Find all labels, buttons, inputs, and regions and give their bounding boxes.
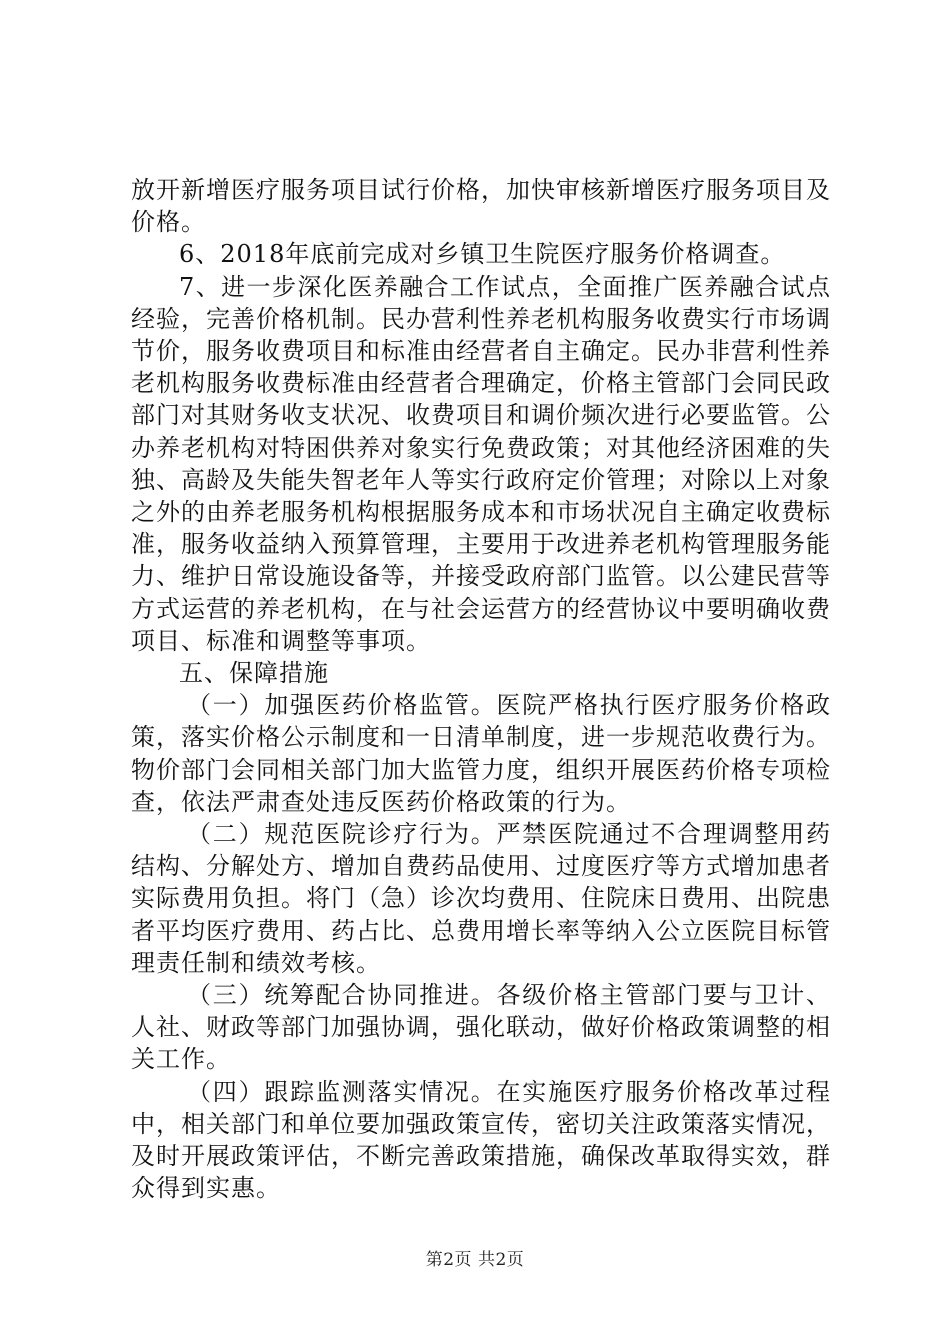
section-heading-safeguards: 五、保障措施 (179, 659, 329, 688)
paragraph-item-7: 7、进一步深化医养融合工作试点，全面推广医养融合试点经验，完善价格机制。民办营利性养老机构服务收费实行市场调节价，服务收费项目和标准由经营者自主确定。民办非营利性养老机构服务收费标准由经营者合理确定，价格主管部门会同民政部门对其财务收支状况、收费项目和调价频次进行必要监管。公办养老机构对特困供养对象实行免费政策；对其他经济困难的失独、高龄及失能失智老年人等实行政府定价管理；对除以上对象之外的由养老服务机构根据服务成本和市场状况自主确定收费标准，服务收益纳入预算管理，主要用于改进养老机构管理服务能力、维护日常设施设备等，并接受政府部门监管。以公建民营等方式运营的养老机构，在与社会运营方的经营协议中要明确收费项目、标准和调整等事项。 (131, 272, 831, 655)
paragraph-continuation: 放开新增医疗服务项目试行价格，加快审核新增医疗服务项目及价格。 (131, 176, 831, 237)
paragraph-item-6: 6、2018年底前完成对乡镇卫生院医疗服务价格调查。 (179, 240, 786, 269)
page-footer: 第2页 共2页 (425, 1250, 525, 1270)
paragraph-measure-3: （三）统筹配合协同推进。各级价格主管部门要与卫计、人社、财政等部门加强协调，强化联动，做好价格政策调整的相关工作。 (131, 981, 831, 1074)
paragraph-measure-4: （四）跟踪监测落实情况。在实施医疗服务价格改革过程中，相关部门和单位要加强政策宣传，密切关注政策落实情况，及时开展政策评估，不断完善政策措施，确保改革取得实效，群众得到实惠。 (131, 1077, 831, 1203)
document-body (131, 174, 831, 1205)
paragraph-measure-1: （一）加强医药价格监管。医院严格执行医疗服务价格政策，落实价格公示制度和一日清单制度，进一步规范收费行为。物价部门会同相关部门加大监管力度，组织开展医药价格专项检查，依法严肃查处违反医药价格政策的行为。 (131, 691, 831, 816)
paragraph-measure-2: （二）规范医院诊疗行为。严禁医院通过不合理调整用药结构、分解处方、增加自费药品使用、过度医疗等方式增加患者实际费用负担。将门（急）诊次均费用、住院床日费用、出院患者平均医疗费用、药占比、总费用增长率等纳入公立医院目标管理责任制和绩效考核。 (131, 820, 831, 977)
